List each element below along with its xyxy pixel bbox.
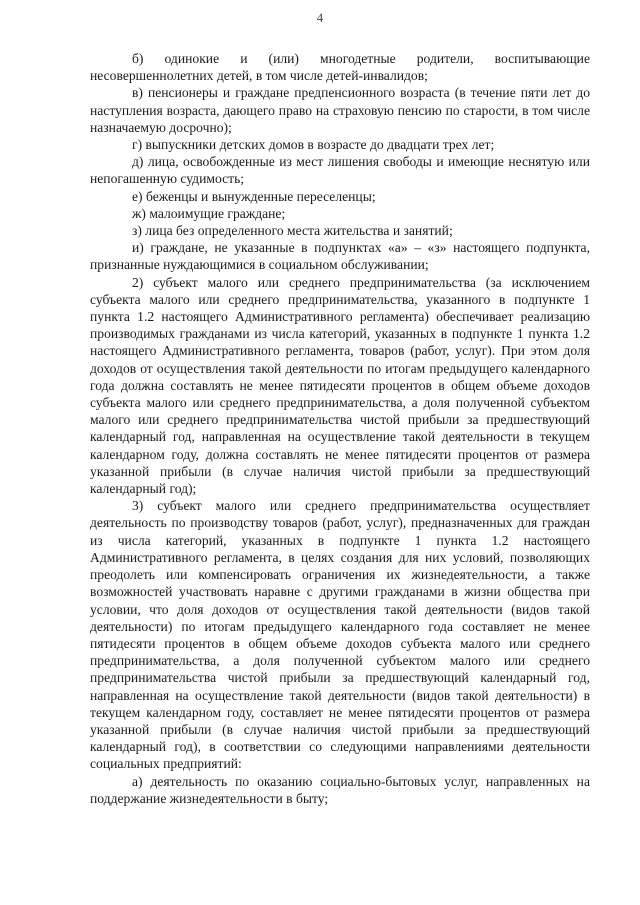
paragraph-e: е) беженцы и вынужденные переселенцы; xyxy=(132,188,376,204)
paragraph-v: в) пенсионеры и граждане предпенсионного возраста (в течение пяти лет до наступления возраста, дающего право на страховую пенсию по старости, в том числе назначаемую досрочно); xyxy=(90,85,590,135)
paragraph-a: а) деятельность по оказанию социально-бытовых услуг, направленных на поддержание жизнедеятельности в быту; xyxy=(90,773,590,806)
paragraph-b: б) одинокие и (или) многодетные родители, воспитывающие несовершеннолетних детей, в том числе детей-инвалидов; xyxy=(90,51,590,84)
paragraph-zh: ж) малоимущие граждане; xyxy=(132,205,286,221)
paragraph-d: д) лица, освобожденные из мест лишения свободы и имеющие неснятую или непогашенную судимость; xyxy=(90,154,590,187)
page-number: 4 xyxy=(316,10,324,25)
paragraph-3: 3) субъект малого или среднего предпринимательства осуществляет деятельность по производству товаров (работ, услуг), предназначенных для граждан из числа категорий, указанных в подпункте 1 пункта 1.2 настоящего Административного регламента, в целях создания для них условий, позволяющих преодолеть или компенсировать ограничения их жизнедеятельности, а также возможностей участвовать наравне с другими гражданами в жизни общества при условии, что доля доходов от осуществления такой деятельности (видов такой деятельности) по итогам предыдущего календарного года составляет не менее пятидесяти процентов в общем объеме доходов субъекта малого или среднего предпринимательства, а доля полученной субъектом малого или среднего предпринимательства чистой прибыли за предшествующий календарный год, направленная на осуществление такой деятельности (видов такой деятельности) в текущем календарном году, составляет не менее пятидесяти процентов от размера указанной прибыли (в случае наличия чистой прибыли за предшествующий календарный год), в соответствии со следующими направлениями деятельности социальных предприятий: xyxy=(90,498,590,772)
paragraph-i: и) граждане, не указанные в подпунктах «а» – «з» настоящего подпункта, признанные нуждающимися в социальном обслуживании; xyxy=(90,240,590,273)
paragraph-g: г) выпускники детских домов в возрасте до двадцати трех лет; xyxy=(132,137,495,153)
document-body xyxy=(90,50,590,807)
paragraph-z: з) лица без определенного места жительства и занятий; xyxy=(132,223,453,239)
paragraph-2: 2) субъект малого или среднего предпринимательства (за исключением субъекта малого или среднего предпринимательства, указанного в подпункте 1 пункта 1.2 настоящего Административного регламента) обеспечивает реализацию производимых гражданами из числа категорий, указанных в подпункте 1 пункта 1.2 настоящего Административного регламента, товаров (работ, услуг). При этом доля доходов от осуществления такой деятельности по итогам предыдущего календарного года должна составлять не менее пятидесяти процентов в общем объеме доходов субъекта малого или среднего предпринимательства, а доля полученной субъектом малого или среднего предпринимательства чистой прибыли за предшествующий календарный год, направленная на осуществление такой деятельности в текущем календарном году, должна составлять не менее пятидесяти процентов от размера указанной прибыли (в случае наличия чистой прибыли за предшествующий календарный год); xyxy=(90,274,590,497)
